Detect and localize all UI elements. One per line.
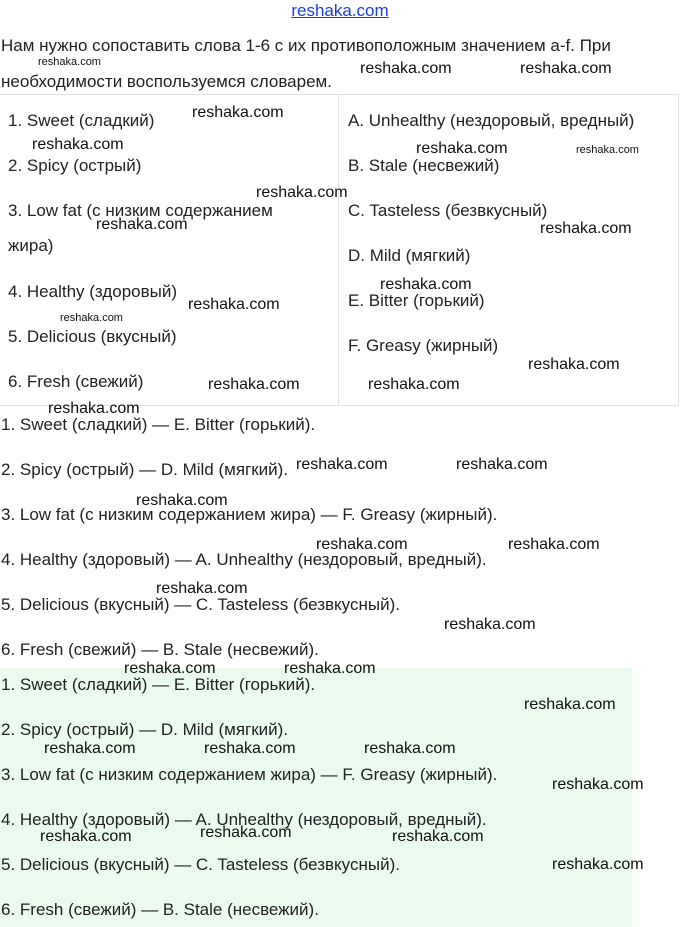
watermark: reshaka.com bbox=[540, 220, 632, 237]
watermark: reshaka.com bbox=[188, 296, 280, 313]
table-cell-left-6: 6. Fresh (свежий) bbox=[8, 372, 144, 391]
watermark: reshaka.com bbox=[552, 856, 644, 873]
watermark: reshaka.com bbox=[124, 660, 216, 677]
highlighted-answer-line-6: 6. Fresh (свежий) — B. Stale (несвежий). bbox=[1, 900, 319, 919]
answer-line-6: 6. Fresh (свежий) — B. Stale (несвежий). bbox=[1, 640, 319, 659]
watermark: reshaka.com bbox=[44, 740, 136, 757]
watermark: reshaka.com bbox=[256, 184, 348, 201]
watermark: reshaka.com bbox=[576, 144, 639, 156]
watermark: reshaka.com bbox=[364, 740, 456, 757]
watermark: reshaka.com bbox=[40, 828, 132, 845]
watermark: reshaka.com bbox=[456, 456, 548, 473]
watermark: reshaka.com bbox=[156, 580, 248, 597]
table-cell-left-3-cont: жира) bbox=[8, 236, 54, 255]
answer-line-2: 2. Spicy (острый) — D. Mild (мягкий). bbox=[1, 460, 289, 479]
watermark: reshaka.com bbox=[296, 456, 388, 473]
watermark: reshaka.com bbox=[136, 492, 228, 509]
table-cell-right-e: E. Bitter (горький) bbox=[348, 291, 485, 310]
watermark: reshaka.com bbox=[200, 824, 292, 841]
highlighted-answer-line-5: 5. Delicious (вкусный) — C. Tasteless (безвкусный). bbox=[1, 855, 400, 874]
table-cell-right-d: D. Mild (мягкий) bbox=[348, 246, 471, 265]
watermark: reshaka.com bbox=[444, 616, 536, 633]
answer-line-5: 5. Delicious (вкусный) — C. Tasteless (безвкусный). bbox=[1, 595, 400, 614]
watermark: reshaka.com bbox=[368, 376, 460, 393]
watermark: reshaka.com bbox=[392, 828, 484, 845]
site-link[interactable]: reshaka.com bbox=[291, 1, 389, 20]
table-cell-left-5: 5. Delicious (вкусный) bbox=[8, 327, 177, 346]
highlighted-answer-line-1: 1. Sweet (сладкий) — E. Bitter (горький). bbox=[1, 675, 316, 694]
watermark: reshaka.com bbox=[192, 104, 284, 121]
watermark: reshaka.com bbox=[528, 356, 620, 373]
table-cell-right-f: F. Greasy (жирный) bbox=[348, 336, 499, 355]
watermark: reshaka.com bbox=[284, 660, 376, 677]
watermark: reshaka.com bbox=[60, 312, 123, 324]
watermark: reshaka.com bbox=[48, 400, 140, 417]
answer-line-1: 1. Sweet (сладкий) — E. Bitter (горький). bbox=[1, 415, 316, 434]
watermark: reshaka.com bbox=[96, 216, 188, 233]
watermark: reshaka.com bbox=[38, 56, 101, 68]
watermark: reshaka.com bbox=[416, 140, 508, 157]
watermark: reshaka.com bbox=[380, 276, 472, 293]
table-cell-left-3: 3. Low fat (с низким содержанием bbox=[8, 201, 273, 220]
table-cell-left-2: 2. Spicy (острый) bbox=[8, 156, 142, 175]
highlighted-answer-line-2: 2. Spicy (острый) — D. Mild (мягкий). bbox=[1, 720, 289, 739]
table-divider bbox=[338, 95, 339, 405]
table-cell-left-4: 4. Healthy (здоровый) bbox=[8, 282, 178, 301]
site-header bbox=[0, 0, 680, 22]
watermark: reshaka.com bbox=[316, 536, 408, 553]
highlighted-answer-line-3: 3. Low fat (с низким содержанием жира) — F. Greasy (жирный). bbox=[1, 765, 498, 784]
watermark: reshaka.com bbox=[360, 60, 452, 77]
watermark: reshaka.com bbox=[32, 136, 124, 153]
highlighted-answer-line-4: 4. Healthy (здоровый) — A. Unhealthy (нездоровый, вредный). bbox=[1, 810, 487, 829]
table-cell-right-c: C. Tasteless (безвкусный) bbox=[348, 201, 548, 220]
table-cell-right-b: B. Stale (несвежий) bbox=[348, 156, 500, 175]
table-cell-right-a: A. Unhealthy (нездоровый, вредный) bbox=[348, 111, 635, 130]
answer-line-3: 3. Low fat (с низким содержанием жира) — F. Greasy (жирный). bbox=[1, 505, 498, 524]
watermark: reshaka.com bbox=[524, 696, 616, 713]
watermark: reshaka.com bbox=[508, 536, 600, 553]
answer-line-4: 4. Healthy (здоровый) — A. Unhealthy (нездоровый, вредный). bbox=[1, 550, 487, 569]
watermark: reshaka.com bbox=[208, 376, 300, 393]
task-intro: Нам нужно сопоставить слова 1-6 с их противоположным значением a-f. При необходимости воспользуемся словарем. bbox=[1, 36, 611, 91]
table-cell-left-1: 1. Sweet (сладкий) bbox=[8, 111, 155, 130]
watermark: reshaka.com bbox=[552, 776, 644, 793]
watermark: reshaka.com bbox=[204, 740, 296, 757]
watermark: reshaka.com bbox=[520, 60, 612, 77]
